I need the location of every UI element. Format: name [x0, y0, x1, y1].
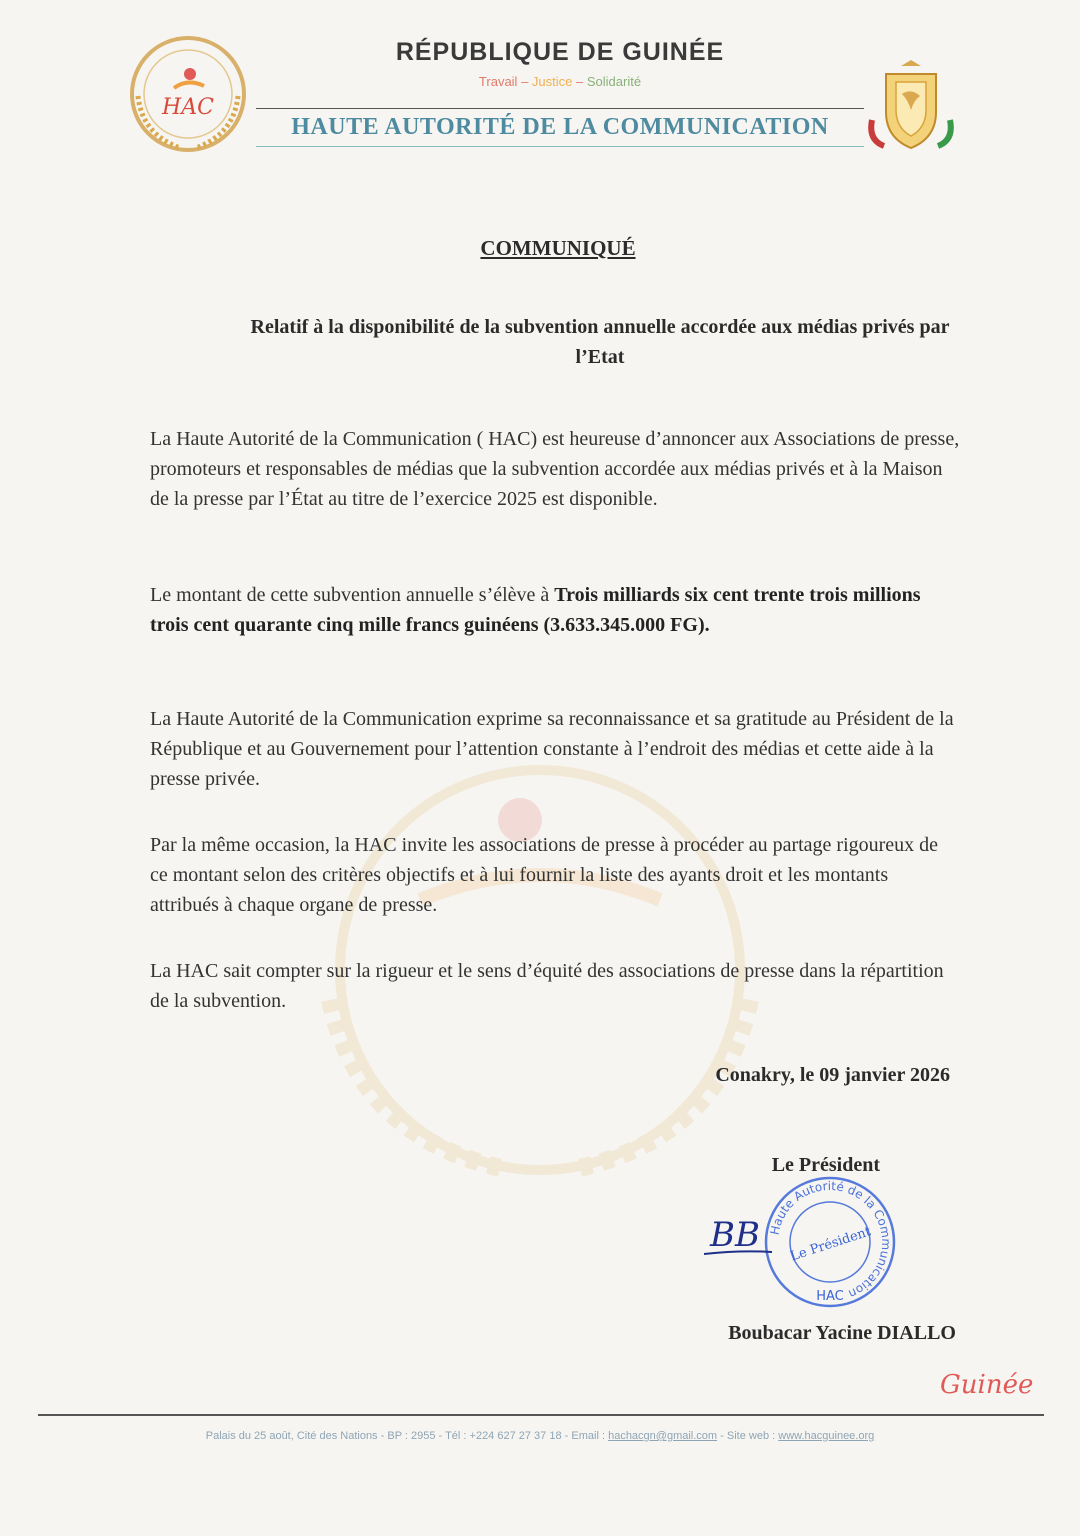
- header-divider-bottom: [256, 146, 864, 147]
- document-title: COMMUNIQUÉ: [480, 236, 636, 260]
- footer-address: Palais du 25 août, Cité des Nations: [205, 1430, 378, 1442]
- signatory-role: Le Président: [771, 1154, 880, 1176]
- footer-divider: [38, 1414, 1044, 1416]
- footer-email-label: Email :: [571, 1430, 606, 1442]
- footer-site-link[interactable]: www.hacguinee.org: [778, 1430, 875, 1442]
- svg-text:HAC: HAC: [816, 1289, 844, 1304]
- signatory-name: Boubacar Yacine DIALLO: [728, 1322, 956, 1344]
- footer-site-label: Site web :: [726, 1430, 776, 1442]
- footer-bp: BP : 2955: [387, 1430, 436, 1442]
- hac-logo: [128, 34, 248, 154]
- footer-tel: Tél : +224 627 27 37 18: [445, 1430, 562, 1442]
- paragraph-announcement: La Haute Autorité de la Communication ( HAC) est heureuse d’annoncer aux Associations de presse, promoteurs et responsables de médias que la subvention accordée aux médias privés et à la Maison de la presse par l’État au titre de l’exercice 2025 est disponible.: [150, 428, 960, 510]
- motto-justice: Justice: [531, 74, 573, 89]
- amount-value: Trois milliards six cent trente trois millions trois cent quarante cinq mille francs guinéens (3.633.345.000 FG).: [150, 584, 921, 636]
- national-motto: Travail – Justice – Solidarité: [478, 74, 642, 89]
- paragraph-gratitude: La Haute Autorité de la Communication exprime sa reconnaissance et sa gratitude au Président de la République et au Gouvernement pour l’attention constante à l’endroit des médias et cette aide à la presse privée.: [150, 708, 954, 790]
- paragraph-closing: La HAC sait compter sur la rigueur et le sens d’équité des associations de presse dans la répartition de la subvention.: [150, 960, 944, 1012]
- svg-text:HAC: HAC: [162, 95, 214, 120]
- coat-of-arms-icon: [866, 60, 956, 152]
- header-divider-top: [256, 108, 864, 109]
- svg-text:Haute Autorité de la Communica: Haute Autorité de la Communication: [767, 1178, 894, 1302]
- document-subject: Relatif à la disponibilité de la subvention annuelle accordée aux médias privés par l’Etat: [250, 316, 950, 368]
- guinee-brand-mark: Guinée: [940, 1370, 1034, 1400]
- motto-solidarite: Solidarité: [586, 74, 642, 89]
- place-date: Conakry, le 09 janvier 2026: [715, 1064, 950, 1086]
- authority-title: HAUTE AUTORITÉ DE LA COMMUNICATION: [291, 114, 829, 140]
- official-stamp-icon: [760, 1172, 900, 1312]
- motto-travail: Travail: [478, 74, 518, 89]
- paragraph-invitation: Par la même occasion, la HAC invite les associations de presse à procéder au partage rigoureux de ce montant selon des critères objectifs et à lui fournir la liste des ayants droit et les montants attribués à chaque organe de presse.: [150, 834, 939, 916]
- republic-title: RÉPUBLIQUE DE GUINÉE: [395, 38, 725, 66]
- svg-text:BB: BB: [710, 1215, 760, 1255]
- handwritten-signature: [700, 1206, 780, 1262]
- svg-text:Le Président: Le Président: [788, 1224, 873, 1265]
- footer-email-link[interactable]: hachacgn@gmail.com: [608, 1430, 718, 1442]
- footer-contact: Palais du 25 août, Cité des Nations - BP : 2955 - Tél : +224 627 27 37 18 - Email : hachacgn@gmail.com - Site web : www.hacguinee.org: [205, 1430, 875, 1442]
- amount-intro: Le montant de cette subvention annuelle s’élève à: [150, 584, 555, 606]
- paragraph-amount: [150, 580, 960, 640]
